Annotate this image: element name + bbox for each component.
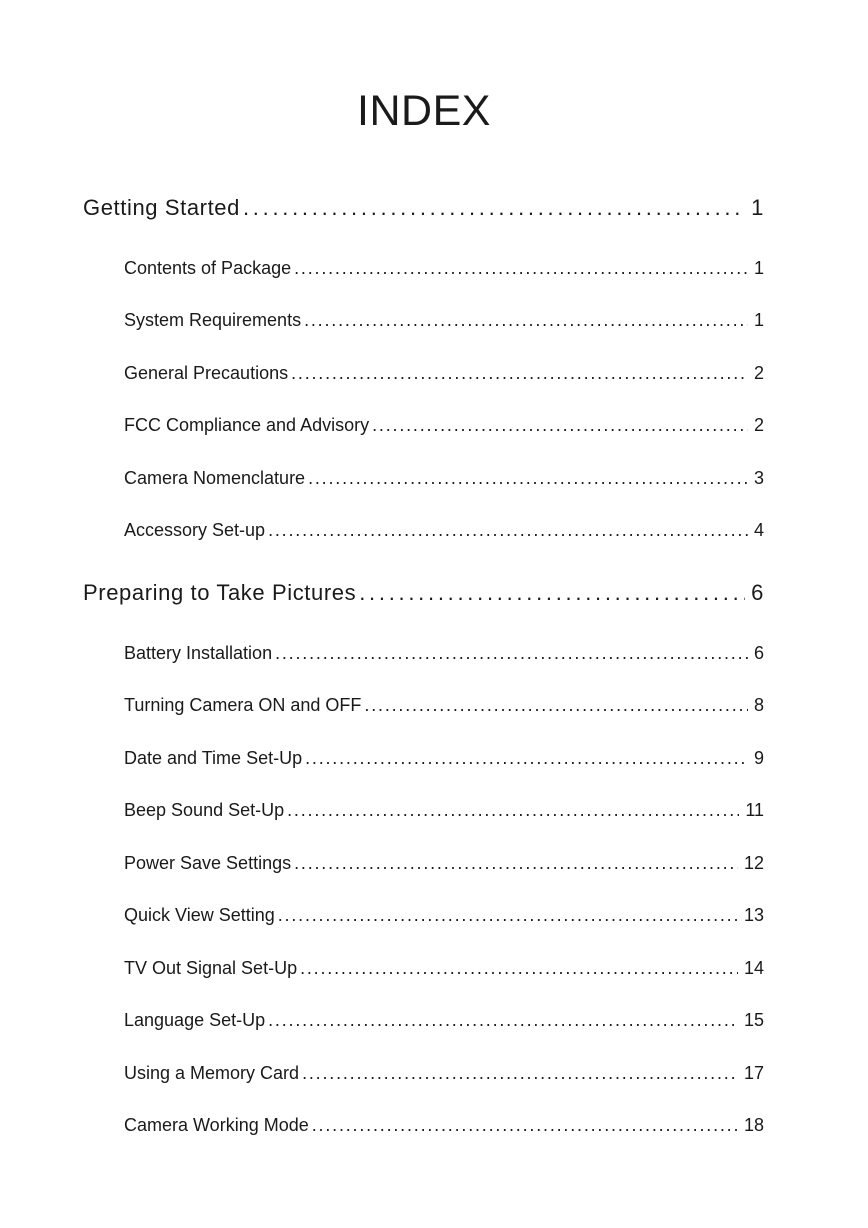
toc-item-label: Battery Installation	[124, 643, 273, 663]
toc-item-label: Camera Nomenclature	[124, 468, 306, 488]
toc-page-number: 15	[743, 1010, 764, 1030]
toc-item-label: Accessory Set-up	[124, 520, 266, 540]
toc-item[interactable]	[124, 851, 764, 875]
toc-item[interactable]	[124, 413, 764, 437]
toc-page-number: 14	[743, 958, 764, 978]
toc-item[interactable]	[124, 466, 764, 490]
dot-leader	[359, 579, 745, 607]
toc-item-label: Quick View Setting	[124, 905, 275, 925]
toc-item[interactable]	[124, 308, 764, 332]
toc-item-label: Using a Memory Card	[124, 1063, 300, 1083]
toc-item-label: Beep Sound Set-Up	[124, 800, 285, 820]
toc-page-number: 2	[753, 415, 764, 435]
toc-page-number: 6	[751, 580, 764, 605]
toc-item[interactable]	[124, 518, 764, 542]
toc-page-number: 1	[753, 258, 764, 278]
toc-page-number: 3	[753, 468, 764, 488]
dot-leader	[294, 256, 748, 280]
toc-page-number: 2	[753, 363, 764, 383]
toc-page-number: 4	[753, 520, 764, 540]
toc-item[interactable]	[124, 641, 764, 665]
toc-page-number: 8	[753, 695, 764, 715]
toc-page-number: 6	[753, 643, 764, 663]
dot-leader	[291, 361, 748, 385]
toc-item[interactable]	[124, 361, 764, 385]
toc-item-label: FCC Compliance and Advisory	[124, 415, 370, 435]
dot-leader	[275, 641, 748, 665]
toc-item-label: Power Save Settings	[124, 853, 292, 873]
dot-leader	[308, 466, 748, 490]
toc-item[interactable]	[124, 956, 764, 980]
toc-item[interactable]	[124, 1113, 764, 1137]
toc-page-number: 13	[743, 905, 764, 925]
toc-page-number: 9	[753, 748, 764, 768]
dot-leader	[305, 746, 748, 770]
toc-item[interactable]	[124, 903, 764, 927]
dot-leader	[364, 693, 748, 717]
toc-page-number: 12	[743, 853, 764, 873]
toc-item-label: Date and Time Set-Up	[124, 748, 303, 768]
toc-item[interactable]	[124, 256, 764, 280]
toc-item[interactable]	[124, 746, 764, 770]
toc-item[interactable]	[124, 798, 764, 822]
toc-page-number: 1	[751, 195, 764, 220]
dot-leader	[372, 413, 748, 437]
dot-leader	[287, 798, 739, 822]
toc-page-number: 18	[743, 1115, 764, 1135]
toc-item-label: System Requirements	[124, 310, 302, 330]
toc-item-label: TV Out Signal Set-Up	[124, 958, 298, 978]
toc-section-label: Preparing to Take Pictures	[83, 580, 357, 605]
toc-item-label: General Precautions	[124, 363, 289, 383]
toc-item[interactable]	[124, 693, 764, 717]
toc-page-number: 1	[753, 310, 764, 330]
dot-leader	[294, 851, 738, 875]
dot-leader	[268, 518, 748, 542]
toc-section-preparing-to-take-pictures[interactable]	[83, 579, 764, 607]
toc-item-label: Contents of Package	[124, 258, 292, 278]
dot-leader	[302, 1061, 738, 1085]
dot-leader	[243, 194, 745, 222]
toc-item-label: Camera Working Mode	[124, 1115, 309, 1135]
toc-item[interactable]	[124, 1061, 764, 1085]
page-title: INDEX	[357, 87, 491, 135]
toc-item-label: Turning Camera ON and OFF	[124, 695, 362, 715]
dot-leader	[304, 308, 748, 332]
dot-leader	[300, 956, 738, 980]
dot-leader	[312, 1113, 738, 1137]
toc-item-label: Language Set-Up	[124, 1010, 266, 1030]
toc-item[interactable]	[124, 1008, 764, 1032]
toc-section-getting-started[interactable]	[83, 194, 764, 222]
toc-page-number: 11	[745, 800, 764, 820]
dot-leader	[268, 1008, 738, 1032]
dot-leader	[278, 903, 738, 927]
toc-page-number: 17	[743, 1063, 764, 1083]
toc-section-label: Getting Started	[83, 195, 240, 220]
